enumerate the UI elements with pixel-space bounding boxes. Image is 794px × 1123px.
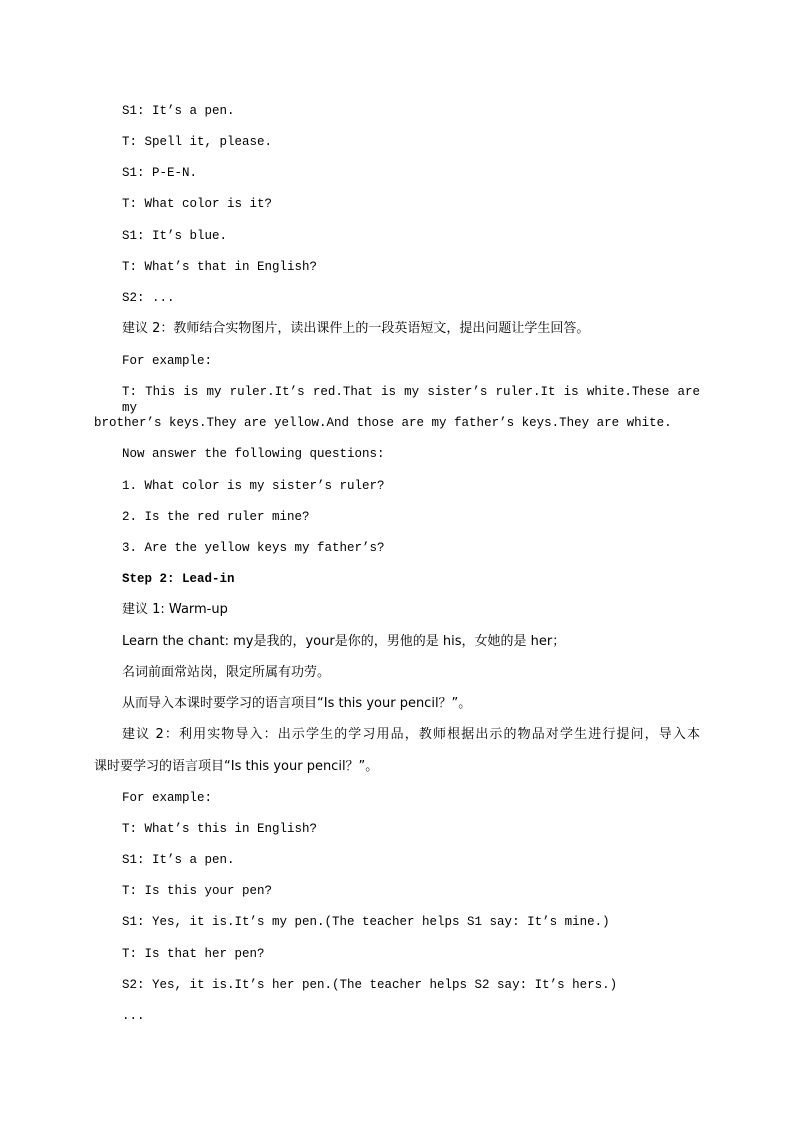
dialogue-line: S1: Yes, it is.It’s my pen.(The teacher helps S1 say: It’s mine.): [122, 915, 610, 929]
question-item: 1. What color is my sister’s ruler?: [122, 479, 385, 493]
question-item: 3. Are the yellow keys my father’s?: [122, 541, 385, 555]
dialogue-line: S1: It’s blue.: [122, 229, 228, 243]
passage-paragraph: [122, 384, 700, 416]
dialogue-line: T: What color is it?: [122, 197, 273, 211]
example-label: For example:: [122, 354, 213, 368]
dialogue-line: T: What’s that in English?: [122, 260, 318, 274]
lead-in-line: 从而导入本课时要学习的语言项目“Is this your pencil？”。: [122, 696, 472, 711]
suggestion-line: 建议 2：利用实物导入：出示学生的学习用品，教师根据出示的物品对学生进行提问，导入本: [122, 727, 700, 742]
dialogue-line: S1: It’s a pen.: [122, 853, 235, 867]
dialogue-line: S2: Yes, it is.It’s her pen.(The teacher helps S2 say: It’s hers.): [122, 978, 618, 992]
ellipsis-line: ...: [122, 1009, 145, 1023]
passage-line: T: This is my ruler.It’s red.That is my sister’s ruler.It is white.These are my: [122, 385, 700, 415]
chant-line: Learn the chant: my是我的，your是你的，男他的是 his，女她的是 her；: [122, 634, 566, 649]
suggestion-paragraph: [122, 727, 700, 743]
dialogue-line: S2: ...: [122, 291, 175, 305]
passage-line: brother’s keys.They are yellow.And those are my father’s keys.They are white.: [94, 416, 672, 430]
step-heading: Step 2: Lead-in: [122, 572, 235, 586]
dialogue-line: T: Is this your pen?: [122, 884, 273, 898]
suggestion-heading: 建议 1: Warm-up: [122, 602, 228, 617]
dialogue-line: S1: It’s a pen.: [122, 104, 235, 118]
dialogue-line: T: Is that her pen?: [122, 947, 265, 961]
suggestion-paragraph: 建议 2：教师结合实物图片，读出课件上的一段英语短文，提出问题让学生回答。: [122, 321, 590, 336]
question-item: 2. Is the red ruler mine?: [122, 510, 310, 524]
dialogue-line: T: What’s this in English?: [122, 822, 318, 836]
dialogue-line: S1: P-E-N.: [122, 166, 198, 180]
example-label: For example:: [122, 791, 213, 805]
dialogue-line: T: Spell it, please.: [122, 135, 273, 149]
chant-line: 名词前面常站岗，限定所属有功劳。: [122, 665, 331, 680]
suggestion-line: 课时要学习的语言项目“Is this your pencil？”。: [94, 759, 379, 774]
instruction-line: Now answer the following questions:: [122, 447, 385, 461]
